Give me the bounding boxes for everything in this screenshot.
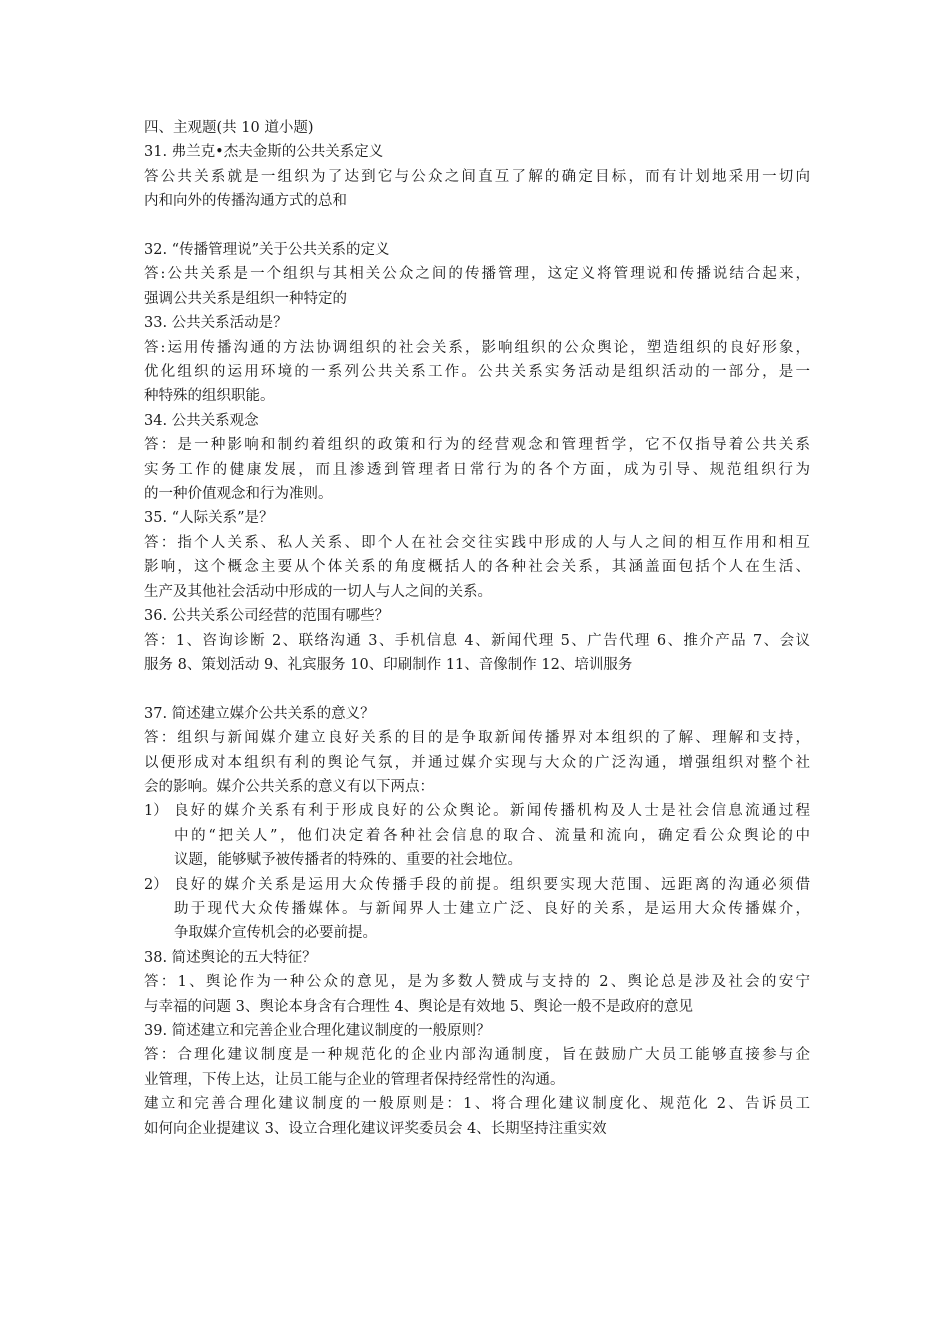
- answer-38-line-2: 与幸福的问题 3、舆论本身含有合理性 4、舆论是有效地 5、舆论一般不是政府的意见: [144, 998, 694, 1015]
- list-item-line: 良好的媒介关系是运用大众传播手段的前提。组织要实现大范围、远距离的沟通必须借: [174, 876, 810, 893]
- answer-31-line-2: 内和向外的传播沟通方式的总和: [144, 193, 347, 210]
- list-item-line: 良好的媒介关系有利于形成良好的公众舆论。新闻传播机构及人士是社会信息流通过程: [174, 803, 810, 820]
- answer-35-line-2: 影响，这个概念主要从个体关系的角度概括人的各种社会关系，其涵盖面包括个人在生活、: [144, 559, 810, 576]
- question-36: 36. 公共关系公司经营的范围有哪些？: [144, 608, 390, 625]
- list-item-line: 争取媒介宣传机会的必要前提。: [174, 925, 377, 942]
- answer-37-line-1: 答：组织与新闻媒介建立良好关系的目的是争取新闻传播界对本组织的了解、理解和支持，: [144, 730, 810, 747]
- answer-37-line-3: 会的影响。媒介公共关系的意义有以下两点：: [144, 778, 434, 795]
- list-item: [144, 873, 810, 946]
- question-39: 39. 简述建立和完善企业合理化建议制度的一般原则？: [144, 1023, 491, 1039]
- answer-36-line-1: 答：1、咨询诊断 2、联络沟通 3、手机信息 4、新闻代理 5、广告代理 6、推介产品 7、会议: [144, 632, 810, 649]
- answer-31-line-1: 答公共关系就是一组织为了达到它与公众之间直互了解的确定目标，而有计划地采用一切向: [144, 168, 810, 185]
- answer-37-line-2: 以便形成对本组织有利的舆论气氛，并通过媒介实现与大众的广泛沟通，增强组织对整个社: [144, 754, 810, 771]
- answer-33-line-1: 答:运用传播沟通的方法协调组织的社会关系，影响组织的公众舆论，塑造组织的良好形象，: [144, 339, 810, 356]
- answer-33-line-2: 优化组织的运用环境的一系列公共关系工作。公共关系实务活动是组织活动的一部分，是一: [144, 364, 810, 381]
- question-32: 32. “传播管理说”关于公共关系的定义: [144, 242, 390, 259]
- question-35: 35. “人际关系”是？: [144, 510, 274, 527]
- answer-38-line-1: 答：1、舆论作为一种公众的意见，是为多数人赞成与支持的 2、舆论总是涉及社会的安宁: [144, 974, 810, 991]
- question-33: 33. 公共关系活动是？: [144, 315, 288, 332]
- answer-39-line-3: 建立和完善合理化建议制度的一般原则是：1、将合理化建议制度化、规范化 2、告诉员工: [144, 1096, 810, 1113]
- list-item-line: 中的“把关人”，他们决定着各种社会信息的取合、流量和流向，确定看公众舆论的中: [174, 827, 810, 844]
- answer-35-line-1: 答：指个人关系、私人关系、即个人在社会交往实践中形成的人与人之间的相互作用和相互: [144, 534, 810, 551]
- answer-33-line-3: 种特殊的组织职能。: [144, 388, 275, 405]
- answer-34-line-3: 的一种价值观念和行为准则。: [144, 486, 333, 503]
- list-item-line: 助于现代大众传播媒体。与新闻界人士建立广泛、良好的关系，是运用大众传播媒介，: [174, 900, 810, 917]
- blank-line: [144, 677, 810, 701]
- answer-36-line-2: 服务 8、策划活动 9、礼宾服务 10、印刷制作 11、音像制作 12、培训服务: [144, 656, 633, 673]
- list-number: 1）: [144, 803, 168, 820]
- list-item-line: 议题，能够赋予被传播者的特殊的、重要的社会地位。: [174, 852, 522, 869]
- answer-39-line-4: 如何向企业提建议 3、设立合理化建议评奖委员会 4、长期坚持注重实效: [144, 1120, 607, 1137]
- answer-35-line-3: 生产及其他社会活动中形成的一切人与人之间的关系。: [144, 583, 492, 600]
- answer-34-line-1: 答：是一种影响和制约着组织的政策和行为的经营观念和管理哲学，它不仅指导着公共关系: [144, 437, 810, 454]
- question-31: 31. 弗兰克•杰夫金斯的公共关系定义: [144, 144, 384, 161]
- list-item: [144, 799, 810, 872]
- question-37: 37. 简述建立媒介公共关系的意义？: [144, 705, 375, 722]
- list-number: 2）: [144, 876, 168, 893]
- answer-39-line-2: 业管理，下传上达，让员工能与企业的管理者保持经常性的沟通。: [144, 1071, 565, 1088]
- answer-32-line-1: 答:公共关系是一个组织与其相关公众之间的传播管理，这定义将管理说和传播说结合起来，: [144, 266, 810, 283]
- document-page: [144, 116, 810, 1141]
- question-34: 34. 公共关系观念: [144, 412, 259, 429]
- answer-34-line-2: 实务工作的健康发展，而且渗透到管理者日常行为的各个方面，成为引导、规范组织行为: [144, 461, 810, 478]
- answer-39-line-1: 答：合理化建议制度是一种规范化的企业内部沟通制度，旨在鼓励广大员工能够直接参与企: [144, 1047, 810, 1064]
- answer-32-line-2: 强调公共关系是组织一种特定的: [144, 290, 347, 307]
- blank-line: [144, 214, 810, 238]
- question-38: 38. 简述舆论的五大特征？: [144, 949, 317, 966]
- section-title: 四、主观题(共 10 道小题): [144, 120, 314, 136]
